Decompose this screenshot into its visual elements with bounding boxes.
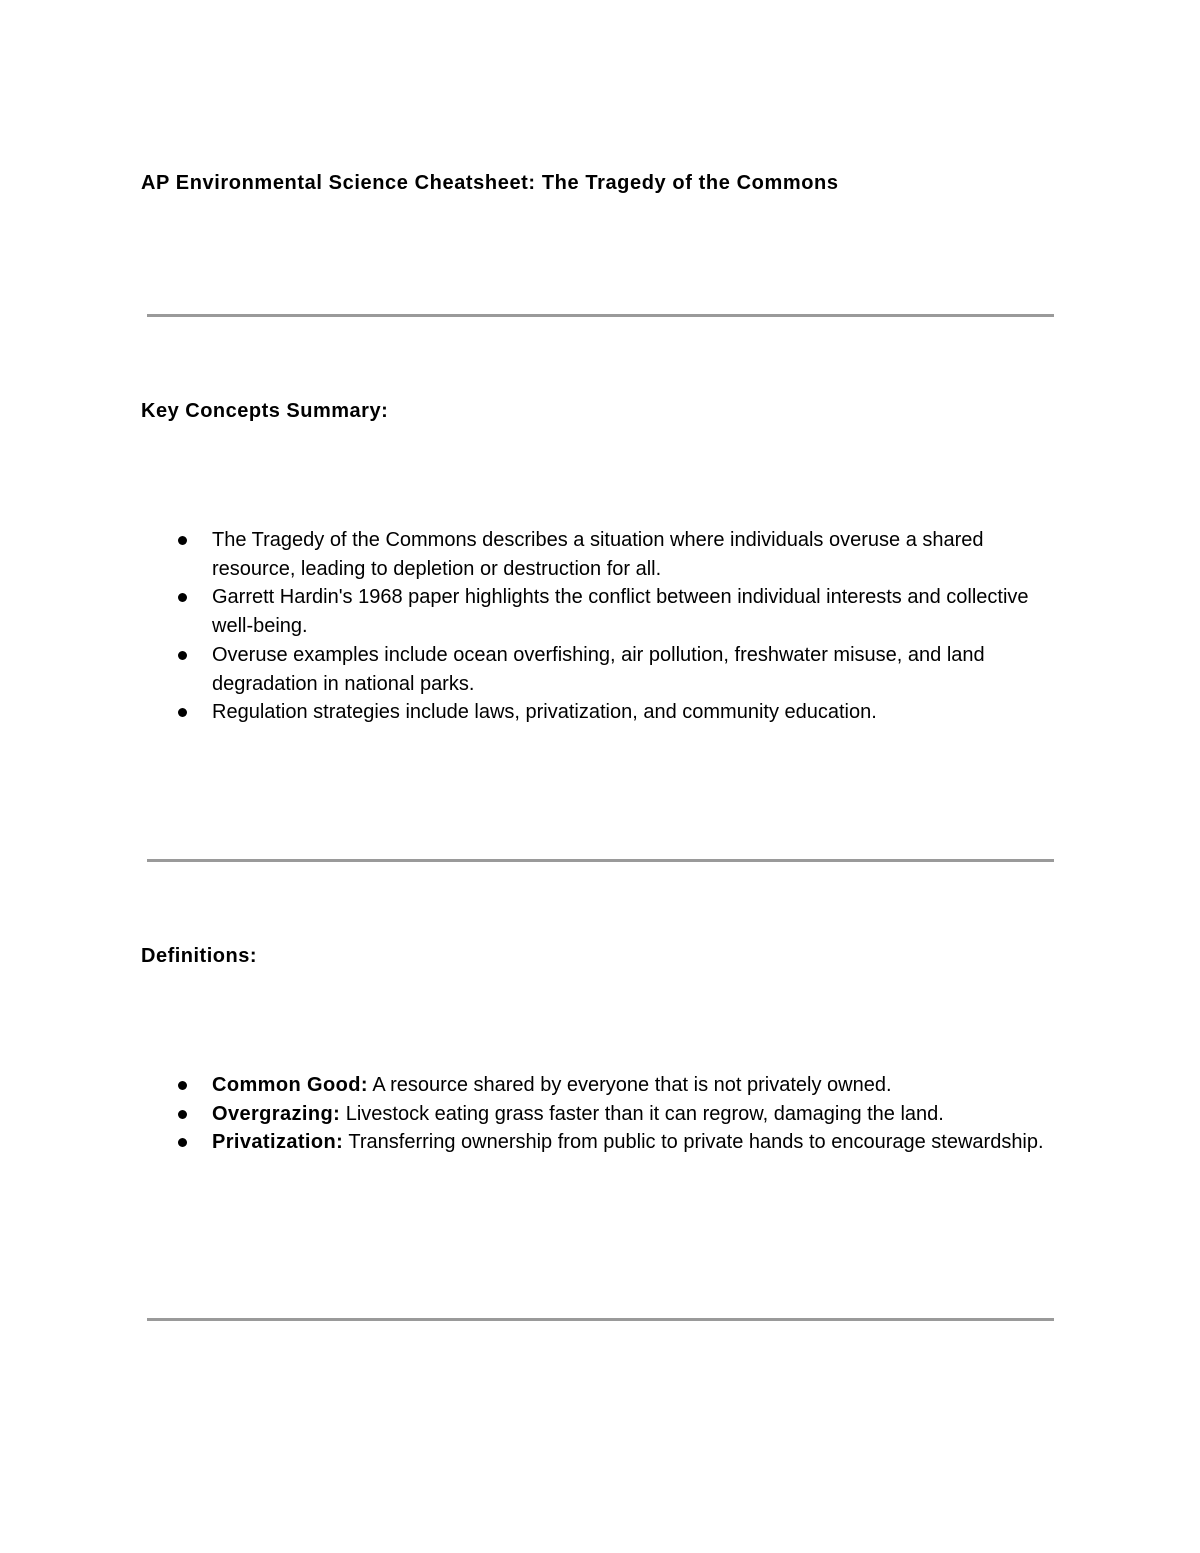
definition-text: Transferring ownership from public to private hands to encourage stewardship. [343, 1131, 1044, 1154]
definition-item [0, 1100, 1052, 1129]
list-item-text: Regulation strategies include laws, privatization, and community education. [212, 701, 877, 724]
bullet-icon [178, 708, 187, 717]
key-concepts-list [0, 526, 1200, 727]
definitions-list [0, 1071, 1200, 1157]
definition-item [0, 1128, 1052, 1157]
list-item-text: Garrett Hardin's 1968 paper highlights the conflict between individual interests and collective well-being. [212, 586, 1029, 638]
document-title: AP Environmental Science Cheatsheet: The Tragedy of the Commons [141, 172, 839, 194]
definition-term: Common Good: [212, 1074, 368, 1096]
bullet-icon [178, 1110, 187, 1119]
list-item [0, 583, 1052, 640]
bullet-icon [178, 593, 187, 602]
list-item [0, 641, 1052, 698]
bullet-icon [178, 536, 187, 545]
definition-item [0, 1071, 1052, 1100]
bullet-icon [178, 1138, 187, 1147]
horizontal-divider [147, 859, 1054, 862]
horizontal-divider [147, 314, 1054, 317]
list-item-text: The Tragedy of the Commons describes a situation where individuals overuse a shared resource, leading to depletion or destruction for all. [212, 529, 984, 580]
definition-term: Privatization: [212, 1131, 344, 1154]
key-concepts-heading: Key Concepts Summary: [141, 400, 389, 422]
definition-term: Overgrazing: [212, 1102, 341, 1125]
definitions-heading: Definitions: [141, 945, 257, 967]
list-item-text: Overuse examples include ocean overfishing, air pollution, freshwater misuse, and land degradation in national parks. [212, 643, 985, 695]
list-item [0, 698, 1052, 727]
definition-text: Livestock eating grass faster than it can regrow, damaging the land. [340, 1102, 944, 1125]
horizontal-divider [147, 1318, 1054, 1321]
list-item [0, 526, 1052, 583]
definition-text: A resource shared by everyone that is not privately owned. [367, 1074, 892, 1096]
bullet-icon [178, 651, 187, 660]
bullet-icon [178, 1081, 187, 1090]
